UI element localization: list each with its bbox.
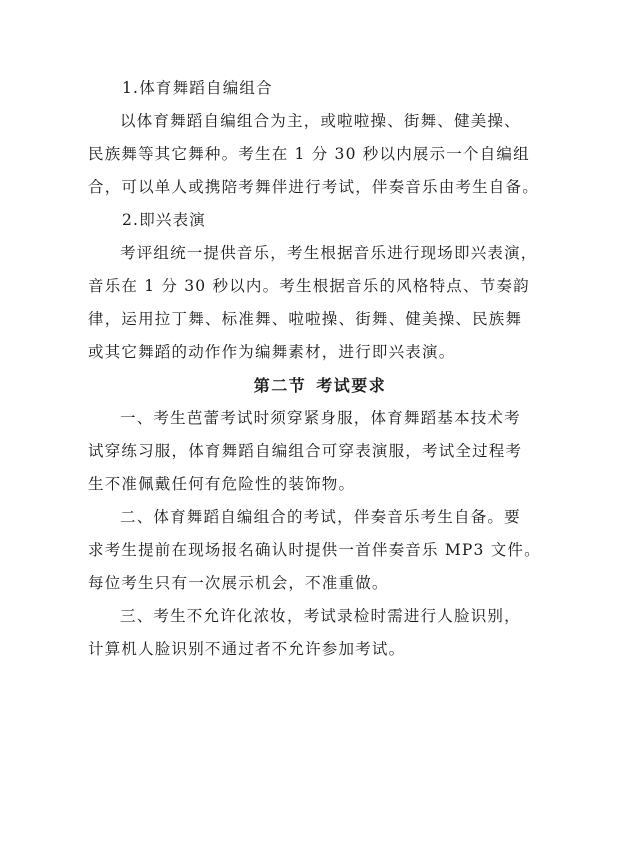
section1-line: 民族舞等其它舞种。考生在 1 分 30 秒以内展示一个自编组 <box>88 145 530 163</box>
requirement-line: 生不准佩戴任何有危险性的装饰物。 <box>88 475 356 493</box>
heading-section-number: 第二节 <box>253 376 307 395</box>
heading-section-title: 考试要求 <box>316 376 387 395</box>
section2-line: 考评组统一提供音乐，考生根据音乐进行现场即兴表演， <box>120 244 538 262</box>
section1-line: 合，可以单人或携陪考舞伴进行考试，伴奏音乐由考生自备。 <box>88 178 539 196</box>
section2-line: 音乐在 1 分 30 秒以内。考生根据音乐的风格特点、节奏韵 <box>88 277 530 295</box>
requirement-line: 二、体育舞蹈自编组合的考试，伴奏音乐考生自备。要 <box>120 508 521 526</box>
section-heading <box>88 369 544 402</box>
section2-line: 律，运用拉丁舞、标准舞、啦啦操、街舞、健美操、民族舞 <box>88 310 523 328</box>
section2-title: 2.即兴表演 <box>122 211 206 229</box>
document-page <box>88 72 544 666</box>
requirement-line: 求考生提前在现场报名确认时提供一首伴奏音乐 MP3 文件。 <box>88 541 541 559</box>
requirement-line: 试穿练习服，体育舞蹈自编组合可穿表演服，考试全过程考 <box>88 442 523 460</box>
requirement-line: 一、考生芭蕾考试时须穿紧身服，体育舞蹈基本技术考 <box>120 409 521 427</box>
section2-line: 或其它舞蹈的动作作为编舞素材，进行即兴表演。 <box>88 343 456 361</box>
section1-title: 1.体育舞蹈自编组合 <box>122 79 273 97</box>
requirement-line: 每位考生只有一次展示机会，不准重做。 <box>88 574 389 592</box>
section1-line: 以体育舞蹈自编组合为主，或啦啦操、街舞、健美操、 <box>120 112 521 130</box>
requirement-line: 三、考生不允许化浓妆，考试录检时需进行人脸识别， <box>120 607 521 625</box>
requirement-line: 计算机人脸识别不通过者不允许参加考试。 <box>88 640 406 658</box>
